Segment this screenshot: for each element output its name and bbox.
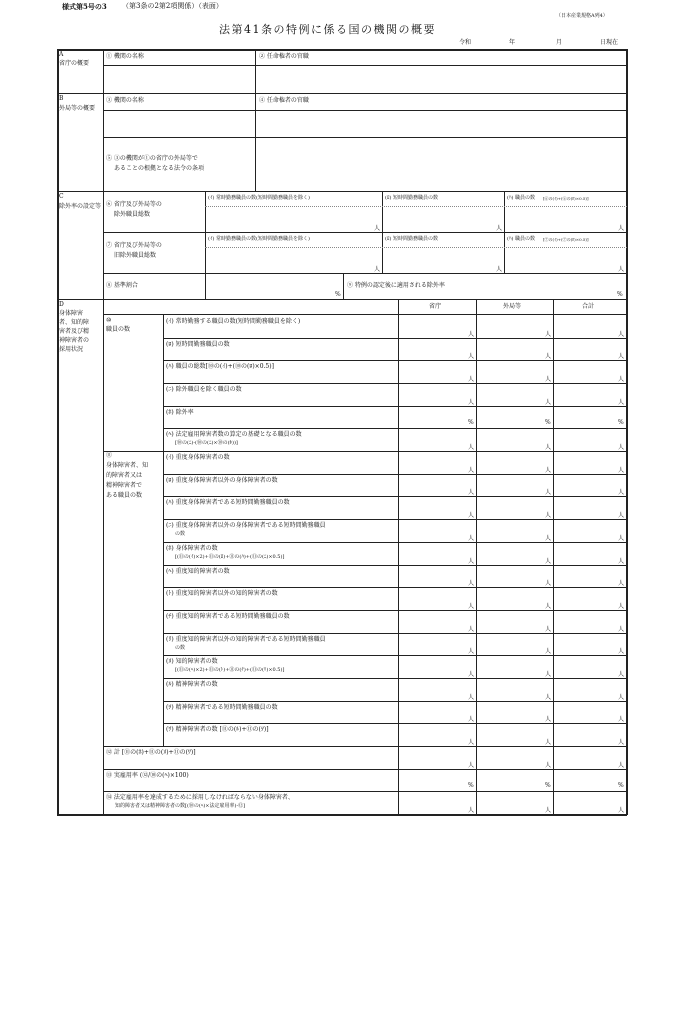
value-input[interactable] (477, 475, 552, 496)
unit-label: 人 (545, 557, 552, 565)
unit-label: 人 (468, 489, 475, 497)
unit-label: 人 (618, 625, 625, 633)
unit-label: 人 (545, 648, 552, 656)
unit-label: 人 (468, 398, 475, 406)
row-label: (ﾛ) 重度身体障害者以外の身体障害者の数 (166, 476, 278, 484)
external-name-input[interactable] (104, 111, 254, 137)
c6-col-i: (ｲ) 常時勤務職員の数(短時間勤務職員を除く) (208, 195, 310, 201)
unit-label: 人 (468, 625, 475, 633)
value-input[interactable] (399, 339, 475, 360)
value-input[interactable] (554, 339, 625, 360)
value-input[interactable] (477, 429, 552, 450)
frame-right (626, 49, 628, 815)
paper-standard: （日本産業規格A列4） (556, 13, 608, 19)
value-input[interactable] (399, 543, 475, 564)
section-d-label-1: 身体障害 (59, 310, 84, 317)
value-input[interactable] (399, 702, 475, 723)
value-input[interactable] (399, 475, 475, 496)
unit-label: 人 (545, 716, 552, 724)
divider-b-c (57, 191, 627, 192)
c6-col-ha-formula: [⑥の(ｲ)+(⑥の(ﾛ)×0.5)] (543, 196, 589, 201)
value-input[interactable] (399, 770, 475, 791)
value-input[interactable] (477, 339, 552, 360)
cell-divider (343, 273, 344, 300)
value-input[interactable] (554, 361, 625, 382)
row-label: (ﾊ) 重度身体障害者である短時間勤務職員の数 (166, 499, 290, 507)
c7-col-ro: (ﾛ) 短時間勤務職員の数 (385, 236, 438, 242)
row-label-sub: の数 (175, 644, 186, 651)
value-input[interactable] (554, 566, 625, 587)
value-input[interactable] (477, 702, 552, 723)
page-title: 法第41条の特例に係る国の機関の概要 (219, 23, 436, 36)
c7-col-ha-formula: [⑦の(ｲ)+(⑦の(ﾛ)×0.5)] (543, 237, 589, 242)
unit-person: 人 (374, 225, 381, 232)
value-input[interactable] (399, 566, 475, 587)
section-a-letter: A (59, 51, 64, 58)
value-input[interactable] (477, 316, 552, 337)
c7-col-ha: (ﾊ) 職員の数 (507, 236, 535, 242)
row-label: (ﾆ) 除外職員を除く職員の数 (166, 386, 242, 394)
group11-number: ⑪ (106, 452, 113, 459)
row-label: (ﾇ) 知的障害者の数 (166, 658, 218, 666)
value-input[interactable] (477, 588, 552, 609)
external-appointer-input[interactable] (256, 111, 626, 137)
unit-label: % (545, 419, 551, 427)
value-input[interactable] (554, 770, 625, 791)
row-label: (ﾙ) 精神障害者の数 (166, 680, 218, 688)
appointer-input[interactable] (256, 66, 626, 93)
unit-label: 人 (468, 557, 475, 565)
c6-col-ha: (ﾊ) 職員の数 (507, 195, 535, 201)
unit-label: 人 (618, 534, 625, 542)
agency-name-input[interactable] (104, 66, 254, 93)
group11-label-3: 精神障害者で (106, 482, 143, 489)
group11-label-4: ある職員の数 (106, 492, 143, 499)
unit-label: 人 (468, 534, 475, 542)
row-label: ⑭ 法定雇用率を達成するために採用しなければならない身体障害者、 (106, 794, 294, 802)
row-label: (ﾛ) 短時間勤務職員の数 (166, 340, 230, 348)
unit-label: 人 (468, 693, 475, 701)
date-suffix: 日現在 (600, 39, 619, 46)
section-d-label-5: 採用状況 (59, 346, 84, 353)
section-c-label: 除外率の設定等 (59, 203, 102, 210)
row-label-sub: [(⑪の(ｲ)×2)+⑪の(ﾛ)+⑪の(ﾊ)+(⑪の(ﾆ)×0.5)] (175, 553, 285, 560)
unit-label: 人 (545, 807, 552, 814)
unit-label: 人 (618, 580, 625, 588)
unit-label: 人 (545, 693, 552, 701)
row-label: (ﾁ) 重度知的障害者である短時間勤務職員の数 (166, 612, 290, 620)
frame-top (57, 49, 627, 51)
value-input[interactable] (399, 656, 475, 677)
unit-label: 人 (545, 670, 552, 678)
col-header-total: 合計 (582, 303, 595, 310)
value-input[interactable] (554, 475, 625, 496)
unit-label: 人 (545, 489, 552, 497)
date-month: 月 (556, 39, 563, 46)
value-input[interactable] (477, 770, 552, 791)
unit-label: % (618, 782, 624, 790)
row-label: ⑬ 実雇用率 (⑫/⑩の(ﾍ)×100) (106, 771, 189, 779)
row-label: ⑫ 計 [⑪の(ﾎ)+⑪の(ﾇ)+⑪の(ﾜ)] (106, 748, 196, 756)
item9-label: ⑨ 特例の認定後に適用される除外率 (347, 282, 445, 289)
row-label: (ﾆ) 重度身体障害者以外の身体障害者である短時間勤務職員 (166, 522, 326, 530)
unit-label: 人 (618, 444, 625, 452)
unit-label: 人 (618, 648, 625, 656)
unit-label: 人 (618, 693, 625, 701)
value-input[interactable] (554, 520, 625, 541)
date-year: 年 (509, 39, 516, 46)
label-column-divider (103, 49, 104, 815)
unit-label: 人 (545, 444, 552, 452)
unit-label: 人 (545, 534, 552, 542)
value-input[interactable] (477, 452, 552, 473)
value-input[interactable] (554, 724, 625, 745)
item6-label-2: 除外職員総数 (114, 211, 151, 218)
item8-label: ⑧ 基準割合 (106, 282, 138, 289)
item7-label-1: ⑦ 省庁及び外局等の (106, 242, 162, 249)
unit-label: 人 (618, 466, 625, 474)
value-input[interactable] (477, 679, 552, 700)
unit-label: 人 (468, 512, 475, 520)
unit-label: 人 (545, 738, 552, 746)
field-external-appointer-label: ④ 任命権者の官職 (259, 97, 309, 104)
row-label-sub: [(⑪の(ﾍ)×2)+⑪の(ﾄ)+⑪の(ﾁ)+(⑪の(ﾘ)×0.5)] (175, 667, 285, 674)
c7-regular-input[interactable] (206, 248, 382, 273)
unit-label: 人 (468, 330, 475, 338)
unit-person: 人 (496, 266, 503, 273)
value-input[interactable] (554, 588, 625, 609)
section-c-letter: C (59, 193, 64, 200)
unit-label: 人 (545, 761, 552, 769)
row-label-sub: [⑩の(ﾆ)-(⑩の(ﾆ)×⑩の(ﾎ))] (175, 440, 238, 447)
group10-number: ⑩ (106, 317, 112, 324)
unit-label: 人 (618, 330, 625, 338)
row-label: (ｲ) 重度身体障害者の数 (166, 454, 230, 462)
unit-label: 人 (618, 489, 625, 497)
unit-label: % (545, 782, 551, 790)
value-input[interactable] (399, 792, 475, 813)
unit-label: 人 (618, 761, 625, 769)
frame-left (57, 49, 59, 815)
value-input[interactable] (477, 724, 552, 745)
value-input[interactable] (399, 497, 475, 518)
unit-person: 人 (496, 225, 503, 232)
row-label: (ﾍ) 法定雇用障害者数の算定の基礎となる職員の数 (166, 431, 302, 439)
value-input[interactable] (554, 316, 625, 337)
value-input[interactable] (477, 407, 552, 428)
value-input[interactable] (554, 679, 625, 700)
unit-label: 人 (545, 580, 552, 588)
unit-label: 人 (468, 444, 475, 452)
row-label: (ﾘ) 重度知的障害者以外の知的障害者である短時間勤務職員 (166, 635, 326, 643)
unit-label: 人 (618, 353, 625, 361)
group11-label-1: 身体障害者、知 (106, 462, 149, 469)
legal-basis-input[interactable] (256, 138, 626, 191)
value-input[interactable] (399, 611, 475, 632)
item7-label-2: 旧除外職員総数 (114, 252, 157, 259)
section-d-letter: D (59, 301, 64, 308)
row-label: (ﾊ) 職員の総数[⑩の(ｲ)+(⑩の(ﾛ)×0.5)] (166, 363, 274, 371)
unit-label: 人 (468, 761, 475, 769)
unit-label: 人 (618, 670, 625, 678)
row-label-sub: の数 (175, 531, 186, 538)
exclusion-rate-input[interactable] (505, 274, 626, 299)
divider-c-d (57, 299, 627, 300)
value-input[interactable] (399, 747, 475, 768)
form-reference: （第3条の2第2項関係）（表面） (122, 2, 223, 10)
item6-label-1: ⑥ 省庁及び外局等の (106, 201, 162, 208)
value-input[interactable] (399, 407, 475, 428)
unit-label: 人 (618, 376, 625, 384)
unit-label: 人 (468, 376, 475, 384)
row-label: (ﾎ) 除外率 (166, 408, 194, 416)
value-input[interactable] (399, 384, 475, 405)
c6-col-ro: (ﾛ) 短時間勤務職員の数 (385, 195, 438, 201)
field-agency-name-label: ① 機関の名称 (106, 53, 144, 60)
value-input[interactable] (554, 792, 625, 813)
row-label: (ﾄ) 重度知的障害者以外の知的障害者の数 (166, 590, 278, 598)
unit-label: 人 (468, 716, 475, 724)
unit-label: 人 (618, 602, 625, 610)
unit-label: 人 (545, 602, 552, 610)
row-label: (ｲ) 常時勤務する職員の数(短時間勤務職員を除く) (166, 318, 301, 325)
value-input[interactable] (399, 361, 475, 382)
base-ratio-input[interactable] (206, 274, 343, 299)
value-input[interactable] (477, 497, 552, 518)
unit-label: 人 (468, 466, 475, 474)
unit-label: 人 (545, 466, 552, 474)
value-input[interactable] (477, 384, 552, 405)
section-b-letter: B (59, 95, 64, 102)
value-input[interactable] (399, 452, 475, 473)
unit-label: 人 (618, 512, 625, 520)
cell-divider (103, 232, 627, 233)
unit-person: 人 (374, 266, 381, 273)
value-input[interactable] (477, 747, 552, 768)
unit-label: 人 (545, 625, 552, 633)
unit-label: 人 (618, 716, 625, 724)
unit-label: % (618, 419, 624, 427)
value-input[interactable] (554, 747, 625, 768)
unit-label: 人 (618, 557, 625, 565)
col-header-external: 外局等 (503, 303, 522, 310)
section-d-label-2: 者、知的障 (59, 319, 90, 326)
value-input[interactable] (477, 656, 552, 677)
unit-label: 人 (545, 398, 552, 406)
value-input[interactable] (554, 452, 625, 473)
value-input[interactable] (477, 520, 552, 541)
row-label-sub: 知的障害者又は精神障害者の数[(⑩の(ﾍ)×法定雇用率)-⑫] (115, 803, 246, 810)
unit-label: 人 (618, 398, 625, 406)
value-input[interactable] (554, 429, 625, 450)
unit-label: 人 (545, 512, 552, 520)
unit-label: 人 (618, 738, 625, 746)
c7-col-i: (ｲ) 常時勤務職員の数(短時間勤務職員を除く) (208, 236, 310, 242)
row-label: (ﾍ) 重度知的障害者の数 (166, 567, 230, 575)
value-input[interactable] (399, 634, 475, 655)
value-input[interactable] (554, 702, 625, 723)
value-input[interactable] (399, 520, 475, 541)
unit-percent: % (335, 291, 341, 298)
section-a-label: 省庁の概要 (59, 60, 90, 67)
value-input[interactable] (399, 724, 475, 745)
unit-label: 人 (468, 353, 475, 361)
c6-parttime-input[interactable] (383, 207, 504, 232)
field-legal-basis-label-1: ⑤ ③の機関が①の省庁の外局等で (106, 155, 198, 162)
value-input[interactable] (399, 679, 475, 700)
unit-label: 人 (545, 330, 552, 338)
value-input[interactable] (554, 407, 625, 428)
form-number: 様式第5号の3 (62, 2, 107, 11)
c7-parttime-input[interactable] (383, 248, 504, 273)
unit-label: 人 (468, 670, 475, 678)
field-appointer-label: ② 任命権者の官職 (259, 53, 309, 60)
field-external-name-label: ③ 機関の名称 (106, 97, 144, 104)
unit-label: 人 (468, 580, 475, 588)
date-era: 令和 (459, 39, 472, 46)
field-legal-basis-label-2: あることの根拠となる法令の条項 (114, 165, 205, 172)
col-header-ministry: 省庁 (429, 303, 442, 310)
value-input[interactable] (554, 497, 625, 518)
unit-label: 人 (545, 376, 552, 384)
value-input[interactable] (554, 634, 625, 655)
unit-label: 人 (468, 602, 475, 610)
value-input[interactable] (399, 588, 475, 609)
unit-person: 人 (618, 225, 625, 232)
unit-label: 人 (468, 648, 475, 656)
value-input[interactable] (477, 566, 552, 587)
group11-label-2: 的障害者又は (106, 472, 143, 479)
value-input[interactable] (554, 656, 625, 677)
value-input[interactable] (554, 384, 625, 405)
group10-label: 職員の数 (106, 326, 131, 333)
unit-percent: % (617, 291, 623, 298)
unit-person: 人 (618, 266, 625, 273)
section-d-label-4: 神障害者の (59, 337, 90, 344)
row-label: (ﾎ) 身体障害者の数 (166, 544, 218, 552)
unit-label: 人 (618, 807, 625, 814)
section-d-label-3: 害者及び精 (59, 328, 90, 335)
cell-divider (163, 315, 164, 746)
value-input[interactable] (477, 792, 552, 813)
value-input[interactable] (554, 543, 625, 564)
value-input[interactable] (399, 429, 475, 450)
unit-label: 人 (468, 807, 475, 814)
value-input[interactable] (477, 361, 552, 382)
value-input[interactable] (399, 316, 475, 337)
unit-label: 人 (545, 353, 552, 361)
unit-label: 人 (468, 738, 475, 746)
frame-bottom (57, 814, 627, 816)
divider-a-b (57, 93, 627, 94)
value-input[interactable] (477, 634, 552, 655)
unit-label: % (468, 782, 474, 790)
value-input[interactable] (477, 543, 552, 564)
unit-label: % (468, 419, 474, 427)
cell-divider (103, 314, 627, 315)
value-input[interactable] (477, 611, 552, 632)
c6-total-input[interactable] (505, 207, 626, 232)
row-label: (ｦ) 精神障害者である短時間勤務職員の数 (166, 703, 278, 711)
row-label: (ﾜ) 精神障害者の数 [⑪の(ﾙ)+⑪の(ｦ)] (166, 726, 269, 734)
c7-total-input[interactable] (505, 248, 626, 273)
c6-regular-input[interactable] (206, 207, 382, 232)
value-input[interactable] (554, 611, 625, 632)
section-b-label: 外局等の概要 (59, 105, 96, 112)
